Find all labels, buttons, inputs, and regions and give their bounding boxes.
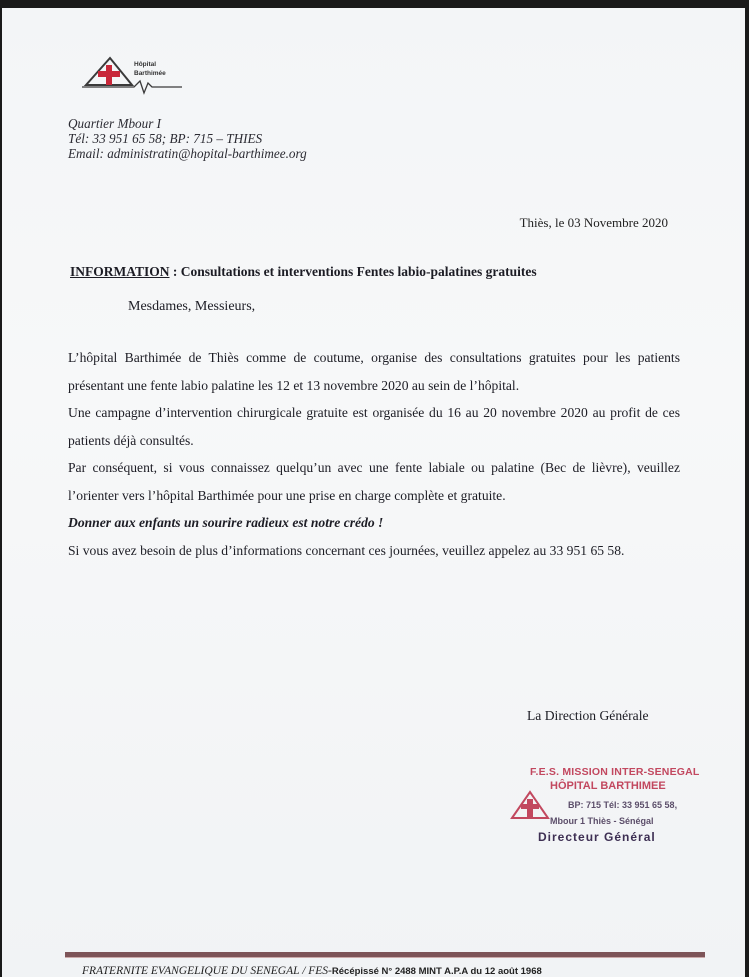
motto: Donner aux enfants un sourire radieux est notre crédo ! — [68, 515, 384, 530]
paragraph-referral: Par conséquent, si vous connaissez quelqu’un avec une fente labiale ou palatine (Bec de lièvre), veuillez l’orienter vers l’hôpital Barthimée pour une prise en charge complète et gratuite. — [68, 460, 680, 503]
footer-divider — [65, 952, 705, 958]
letter-date: Thiès, le 03 Novembre 2020 — [519, 215, 668, 230]
stamp-cross-icon — [510, 788, 550, 822]
subject-label: INFORMATION — [70, 264, 170, 279]
hospital-logo — [82, 53, 192, 98]
official-stamp — [510, 766, 702, 852]
logo-name-line2: Barthimée — [134, 70, 166, 77]
paragraph-contact: Si vous avez besoin de plus d’informations concernant ces journées, veuillez appelez au 33 951 65 58. — [68, 542, 625, 558]
stamp-line2: HÔPITAL BARTHIMEE — [550, 780, 666, 792]
subject-text: : Consultations et interventions Fentes labio-palatines gratuites — [169, 264, 537, 279]
footer-text: FRATERNITE EVANGELIQUE DU SENEGAL / FES- — [82, 965, 332, 977]
salutation: Mesdames, Messieurs, — [128, 299, 256, 314]
signature-line: La Direction Générale — [527, 708, 649, 723]
stamp-line1: F.E.S. MISSION INTER-SENEGAL — [530, 766, 700, 778]
stamp-line4: Mbour 1 Thiès - Sénégal — [550, 816, 654, 826]
hospital-logo-icon — [82, 53, 192, 98]
address-line: Quartier Mbour I — [68, 116, 162, 131]
logo-name-line1: Hôpital — [134, 61, 157, 68]
stamp-line5: Directeur Général — [538, 830, 656, 844]
footer — [82, 965, 542, 977]
paragraph-campaign: Une campagne d’intervention chirurgicale gratuite est organisée du 16 au 20 novembre 2020 au profit de ces patients déjà consultés. — [68, 405, 680, 448]
paragraph-consultations: L’hôpital Barthimée de Thiès comme de coutume, organise des consultations gratuites pour les patients présentant une fente labio palatine les 12 et 13 novembre 2020 au sein de l’hôpital. — [68, 350, 680, 393]
stamp-line3: BP: 715 Tél: 33 951 65 58, — [568, 800, 678, 810]
email-line: Email: administratin@hopital-barthimee.org — [68, 146, 307, 161]
subject-line — [70, 264, 537, 280]
letter-page — [2, 8, 745, 977]
footer-receipt: Récépissé N° 2488 MINT A.P.A du 12 août 1968 — [331, 966, 542, 977]
letterhead-contact — [68, 116, 307, 161]
phone-line: Tél: 33 951 65 58; BP: 715 – THIES — [68, 131, 263, 146]
letter-body — [68, 344, 680, 564]
